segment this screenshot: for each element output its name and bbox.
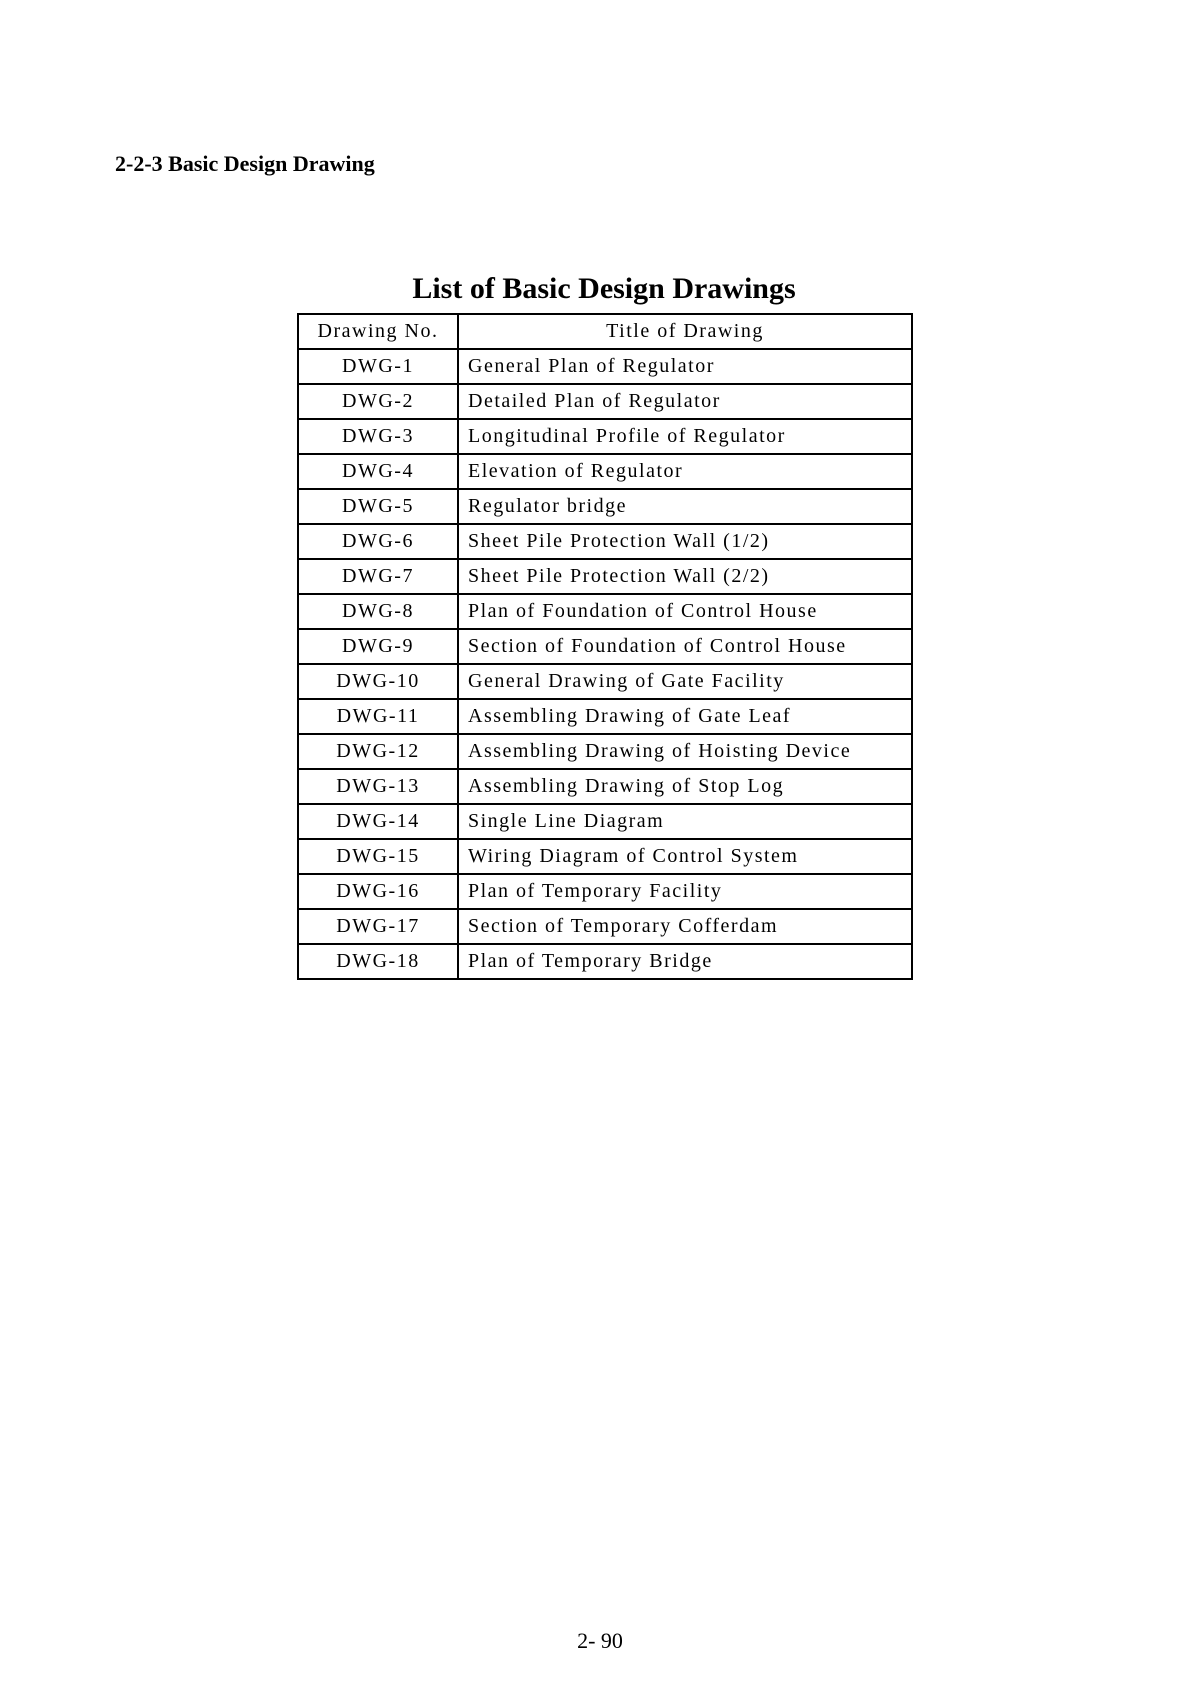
drawing-no-cell: DWG-17 [298, 909, 458, 944]
table-title: List of Basic Design Drawings [412, 272, 796, 305]
table-row [298, 769, 912, 804]
table-row [298, 524, 912, 559]
drawing-title-cell: Sheet Pile Protection Wall (1/2) [458, 524, 912, 559]
table-row [298, 559, 912, 594]
table-row [298, 489, 912, 524]
drawings-table-header [298, 314, 912, 349]
table-row [298, 734, 912, 769]
drawings-table-body [298, 349, 912, 979]
header-drawing-no: Drawing No. [298, 314, 458, 349]
drawing-title-cell: Section of Foundation of Control House [458, 629, 912, 664]
drawing-no-cell: DWG-4 [298, 454, 458, 489]
table-row [298, 804, 912, 839]
drawing-no-cell: DWG-10 [298, 664, 458, 699]
drawing-title-cell: Sheet Pile Protection Wall (2/2) [458, 559, 912, 594]
drawing-no-cell: DWG-1 [298, 349, 458, 384]
table-row [298, 454, 912, 489]
drawing-no-cell: DWG-2 [298, 384, 458, 419]
drawing-no-cell: DWG-12 [298, 734, 458, 769]
drawing-title-cell: Single Line Diagram [458, 804, 912, 839]
table-row [298, 629, 912, 664]
drawing-title-cell: Plan of Temporary Facility [458, 874, 912, 909]
drawing-title-cell: General Drawing of Gate Facility [458, 664, 912, 699]
drawings-table [297, 313, 913, 980]
table-row [298, 419, 912, 454]
table-row [298, 909, 912, 944]
drawing-no-cell: DWG-6 [298, 524, 458, 559]
drawing-no-cell: DWG-11 [298, 699, 458, 734]
drawing-title-cell: General Plan of Regulator [458, 349, 912, 384]
drawing-no-cell: DWG-16 [298, 874, 458, 909]
drawing-title-cell: Assembling Drawing of Gate Leaf [458, 699, 912, 734]
drawing-no-cell: DWG-9 [298, 629, 458, 664]
section-heading: 2-2-3 Basic Design Drawing [115, 151, 375, 176]
table-row [298, 664, 912, 699]
table-row [298, 874, 912, 909]
header-row [298, 314, 912, 349]
drawing-title-cell: Assembling Drawing of Stop Log [458, 769, 912, 804]
drawing-title-cell: Elevation of Regulator [458, 454, 912, 489]
drawing-title-cell: Longitudinal Profile of Regulator [458, 419, 912, 454]
drawing-title-cell: Plan of Foundation of Control House [458, 594, 912, 629]
drawing-title-cell: Wiring Diagram of Control System [458, 839, 912, 874]
drawing-title-cell: Detailed Plan of Regulator [458, 384, 912, 419]
drawing-title-cell: Plan of Temporary Bridge [458, 944, 912, 979]
drawing-no-cell: DWG-14 [298, 804, 458, 839]
page-number: 2- 90 [577, 1628, 623, 1653]
drawing-no-cell: DWG-8 [298, 594, 458, 629]
drawing-no-cell: DWG-13 [298, 769, 458, 804]
drawing-no-cell: DWG-7 [298, 559, 458, 594]
table-row [298, 944, 912, 979]
drawing-title-cell: Regulator bridge [458, 489, 912, 524]
table-row [298, 349, 912, 384]
drawing-title-cell: Assembling Drawing of Hoisting Device [458, 734, 912, 769]
table-row [298, 839, 912, 874]
drawing-no-cell: DWG-15 [298, 839, 458, 874]
header-title-of-drawing: Title of Drawing [458, 314, 912, 349]
drawing-no-cell: DWG-5 [298, 489, 458, 524]
drawing-title-cell: Section of Temporary Cofferdam [458, 909, 912, 944]
drawing-no-cell: DWG-18 [298, 944, 458, 979]
table-row [298, 699, 912, 734]
drawing-no-cell: DWG-3 [298, 419, 458, 454]
table-row [298, 384, 912, 419]
table-row [298, 594, 912, 629]
